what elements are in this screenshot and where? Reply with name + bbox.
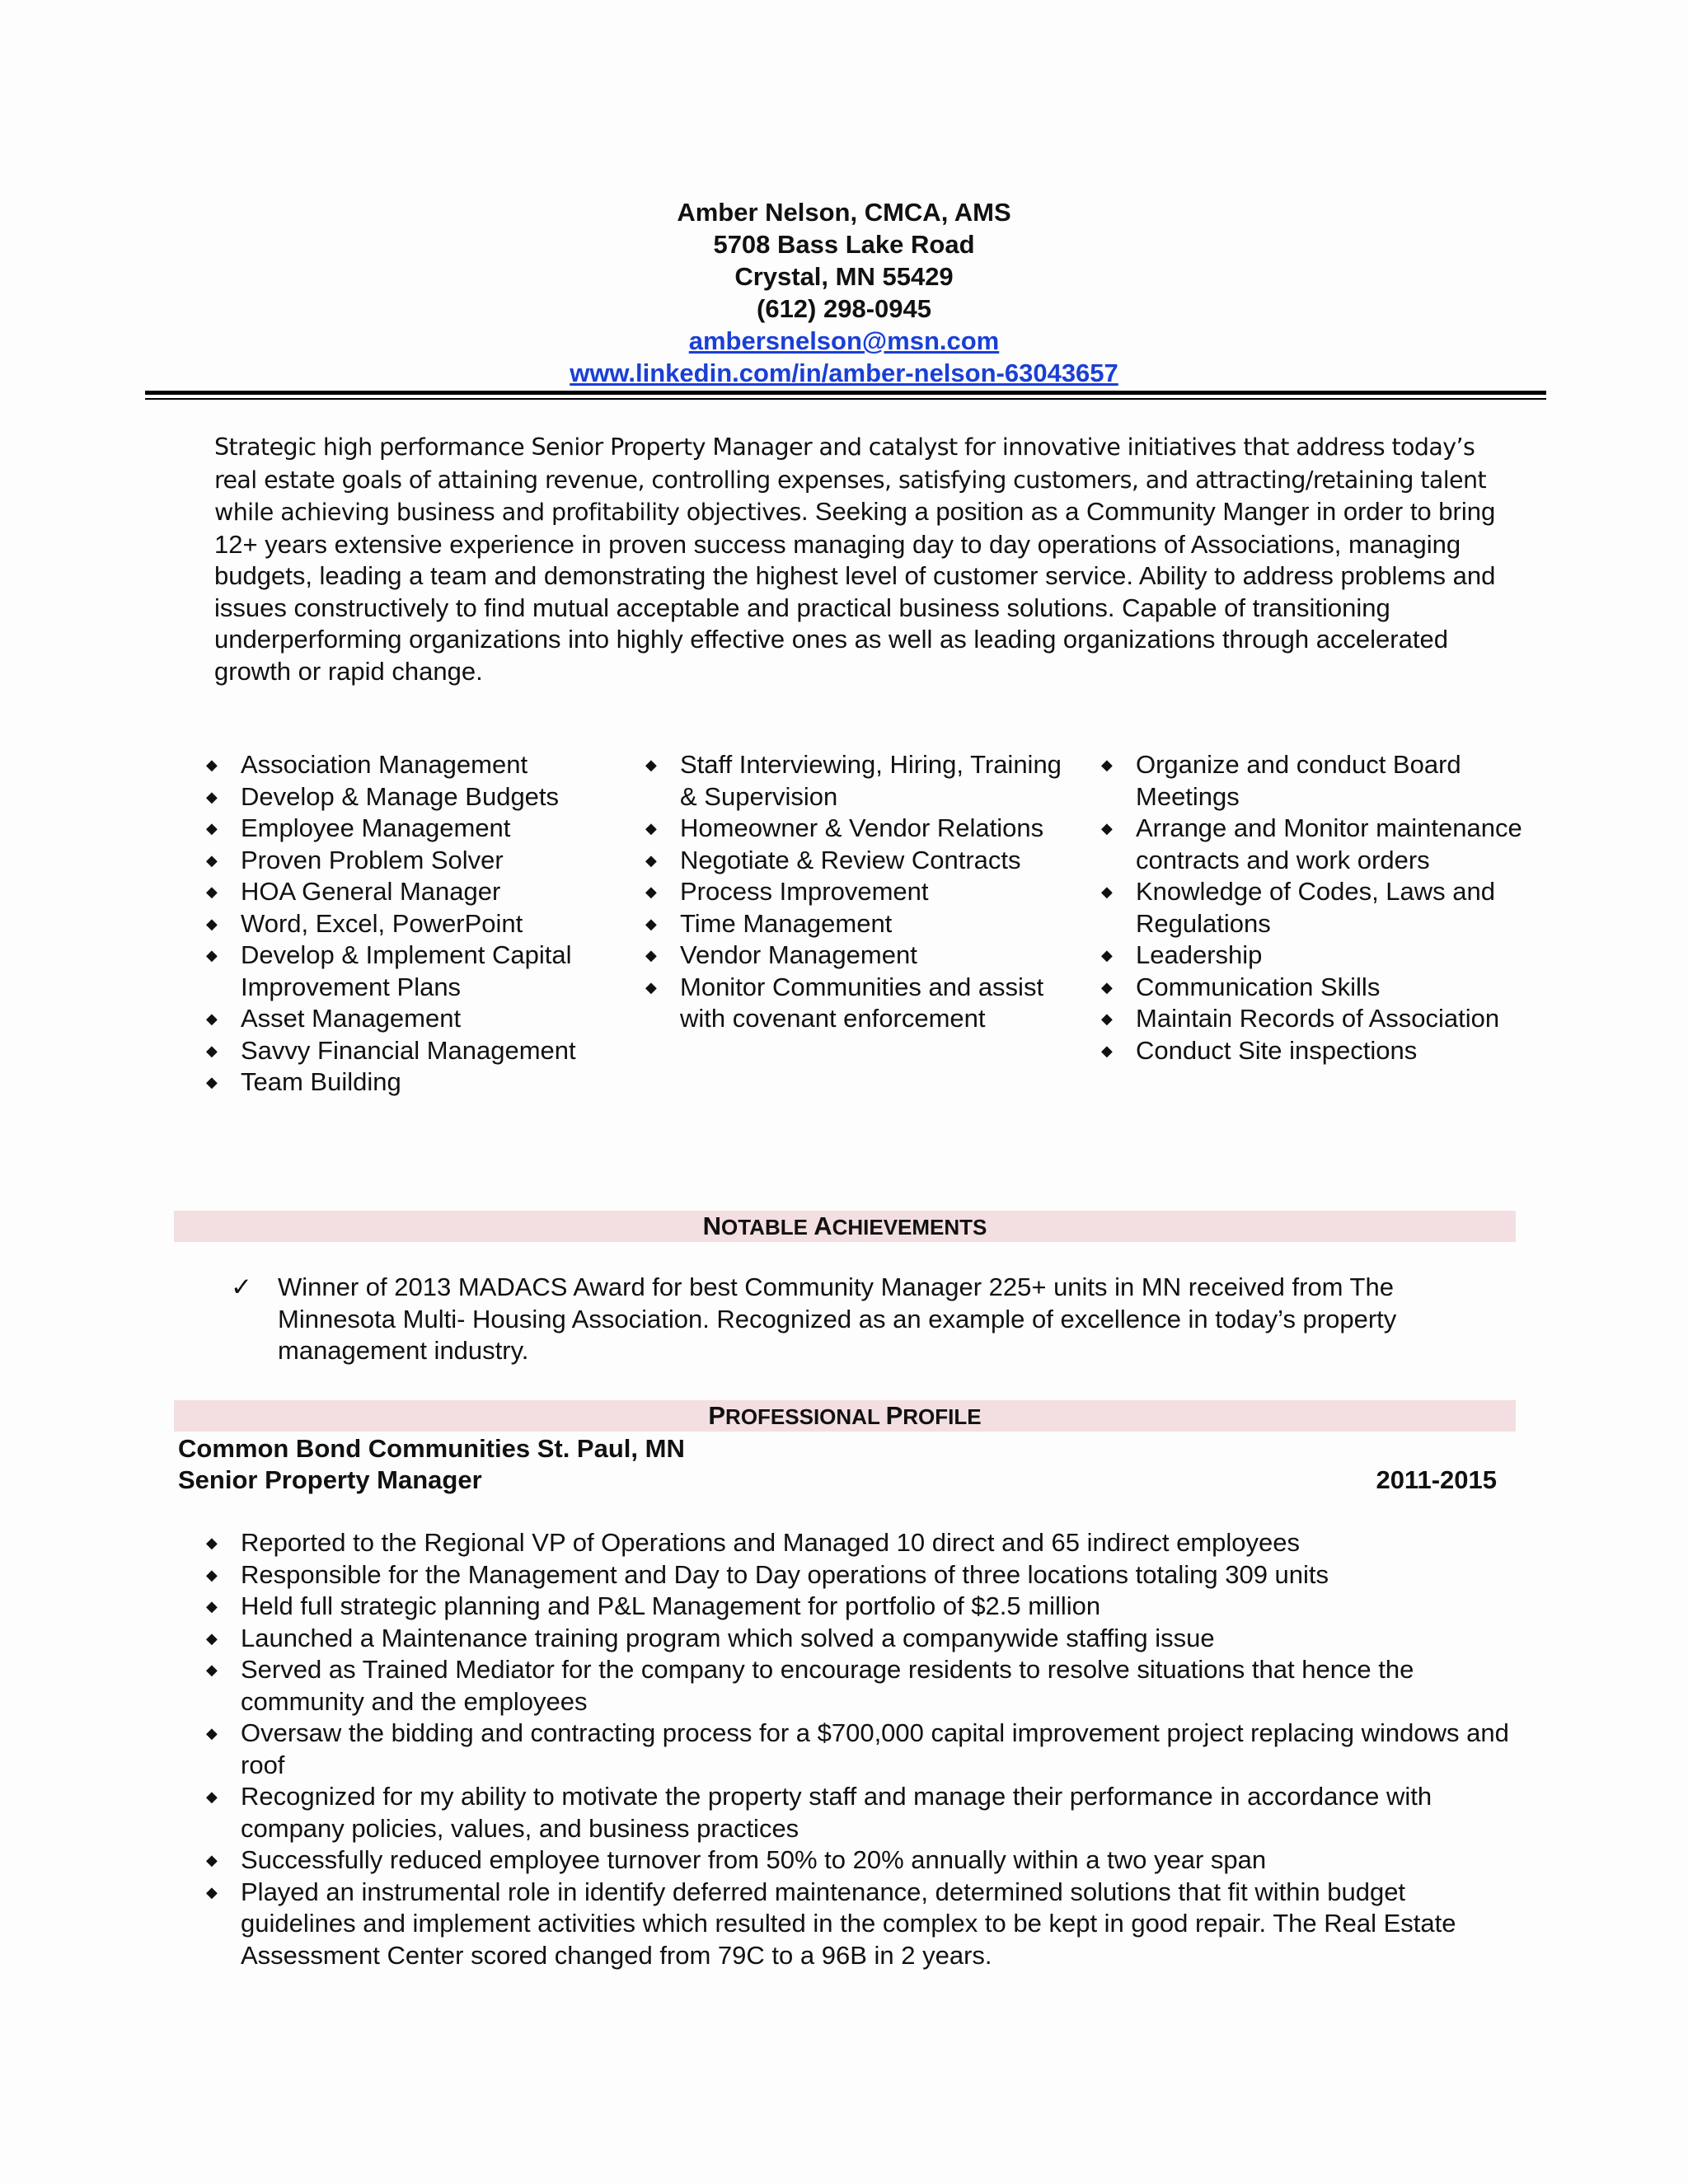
skill-item: ◆ Knowledge of Codes, Laws and Regulations bbox=[1101, 876, 1530, 940]
summary-lead: Strategic high performance Senior Property Manager and catalyst for innovative initiatives that address today’s real estate goals of attaining revenue, controlling expenses, satisfying customers, and attracting/retaining talent while achieving business and profitability objectives. bbox=[214, 434, 1487, 526]
city-state-zip: Crystal, MN 55429 bbox=[734, 262, 954, 291]
summary-body: Seeking a position as a Community Manger in order to bring 12+ years extensive experience in proven success managing day to day operations of Associations, managing budgets, leading a team and demonstrating the highest level of customer service. Ability to address problems and issues constructively to find mutual acceptable and practical business solutions. Capable of transitioning underperforming organizations into highly effective ones as well as leading organizations through accelerated growth or rapid change. bbox=[214, 497, 1496, 686]
skill-item: ◆ Word, Excel, PowerPoint bbox=[206, 908, 618, 940]
responsibility-item: ◆ Successfully reduced employee turnover from 50% to 20% annually within a two year span bbox=[206, 1844, 1525, 1877]
responsibility-item: ◆ Reported to the Regional VP of Operations and Managed 10 direct and 65 indirect employees bbox=[206, 1527, 1525, 1559]
skill-item: ◆ Organize and conduct Board Meetings bbox=[1101, 749, 1530, 813]
employment-dates: 2011-2015 bbox=[1376, 1465, 1497, 1494]
section-header-profile: PROFESSIONAL PROFILE bbox=[174, 1400, 1516, 1432]
skill-item: ◆ Homeowner & Vendor Relations bbox=[645, 813, 1066, 845]
skills-column-2 bbox=[645, 749, 1066, 1035]
linkedin-link[interactable]: www.linkedin.com/in/amber-nelson-63043657 bbox=[570, 359, 1118, 387]
section-header-achievements: NOTABLE ACHIEVEMENTS bbox=[174, 1211, 1516, 1242]
responsibility-item: ◆ Responsible for the Management and Day to Day operations of three locations totaling 309 units bbox=[206, 1559, 1525, 1591]
skill-item: ◆ Process Improvement bbox=[645, 876, 1066, 908]
responsibility-item: ◆ Oversaw the bidding and contracting process for a $700,000 capital improvement project replacing windows and roof bbox=[206, 1718, 1525, 1781]
skill-item: ◆ Savvy Financial Management bbox=[206, 1035, 618, 1067]
skill-item: ◆ Communication Skills bbox=[1101, 972, 1530, 1004]
employer-name: Common Bond Communities St. Paul, MN bbox=[178, 1434, 685, 1463]
phone-number: (612) 298-0945 bbox=[757, 294, 931, 323]
responsibility-item: ◆ Recognized for my ability to motivate the property staff and manage their performance in accordance with company policies, values, and business practices bbox=[206, 1781, 1525, 1844]
skill-item: ◆ Vendor Management bbox=[645, 940, 1066, 972]
skill-item: ◆ Time Management bbox=[645, 908, 1066, 940]
skills-column-1 bbox=[206, 749, 618, 1099]
header-rule-thick bbox=[145, 391, 1546, 395]
professional-summary bbox=[214, 431, 1517, 687]
responsibility-item: ◆ Launched a Maintenance training program which solved a companywide staffing issue bbox=[206, 1623, 1525, 1655]
skill-item: ◆ Develop & Implement Capital Improvement Plans bbox=[206, 940, 618, 1003]
skill-item: ◆ HOA General Manager bbox=[206, 876, 618, 908]
responsibility-item: ◆ Played an instrumental role in identify deferred maintenance, determined solutions that fit within budget guidelines and implement activities which resulted in the complex to be kept in good repair. The Real Estate Assessment Center scored changed from 79C to a 96B in 2 years. bbox=[206, 1877, 1525, 1972]
email-link[interactable]: ambersnelson@msn.com bbox=[688, 326, 1000, 355]
skill-item: ◆ Employee Management bbox=[206, 813, 618, 845]
responsibility-item: ◆ Held full strategic planning and P&L Management for portfolio of $2.5 million bbox=[206, 1591, 1525, 1623]
header-rule-thin bbox=[145, 398, 1546, 400]
skill-item: ◆ Develop & Manage Budgets bbox=[206, 781, 618, 813]
skill-item: ◆ Asset Management bbox=[206, 1003, 618, 1035]
skills-column-3 bbox=[1101, 749, 1530, 1066]
skill-item: ◆ Conduct Site inspections bbox=[1101, 1035, 1530, 1067]
job-title: Senior Property Manager bbox=[178, 1465, 482, 1494]
skill-item: ◆ Team Building bbox=[206, 1066, 618, 1099]
skill-item: ◆ Association Management bbox=[206, 749, 618, 781]
skill-item: ◆ Leadership bbox=[1101, 940, 1530, 972]
skill-item: ◆ Staff Interviewing, Hiring, Training & Supervision bbox=[645, 749, 1066, 813]
skill-item: ◆ Maintain Records of Association bbox=[1101, 1003, 1530, 1035]
skill-item: ◆ Proven Problem Solver bbox=[206, 845, 618, 877]
street-address: 5708 Bass Lake Road bbox=[713, 230, 975, 259]
responsibility-item: ◆ Served as Trained Mediator for the company to encourage residents to resolve situations that hence the community and the employees bbox=[206, 1654, 1525, 1718]
checkmark-icon: ✓ bbox=[231, 1272, 252, 1301]
skill-item: ◆ Arrange and Monitor maintenance contracts and work orders bbox=[1101, 813, 1530, 876]
skill-item: ◆ Negotiate & Review Contracts bbox=[645, 845, 1066, 877]
achievement-text: Winner of 2013 MADACS Award for best Community Manager 225+ units in MN received from The Minnesota Multi- Housing Association. Recognized as an example of excellence in today’s property management industry. bbox=[278, 1272, 1397, 1365]
responsibilities-list bbox=[206, 1527, 1525, 1971]
contact-header bbox=[0, 196, 1688, 389]
candidate-name: Amber Nelson, CMCA, AMS bbox=[677, 198, 1011, 227]
skill-item: ◆ Monitor Communities and assist with covenant enforcement bbox=[645, 972, 1066, 1035]
achievement-item bbox=[231, 1272, 1517, 1367]
